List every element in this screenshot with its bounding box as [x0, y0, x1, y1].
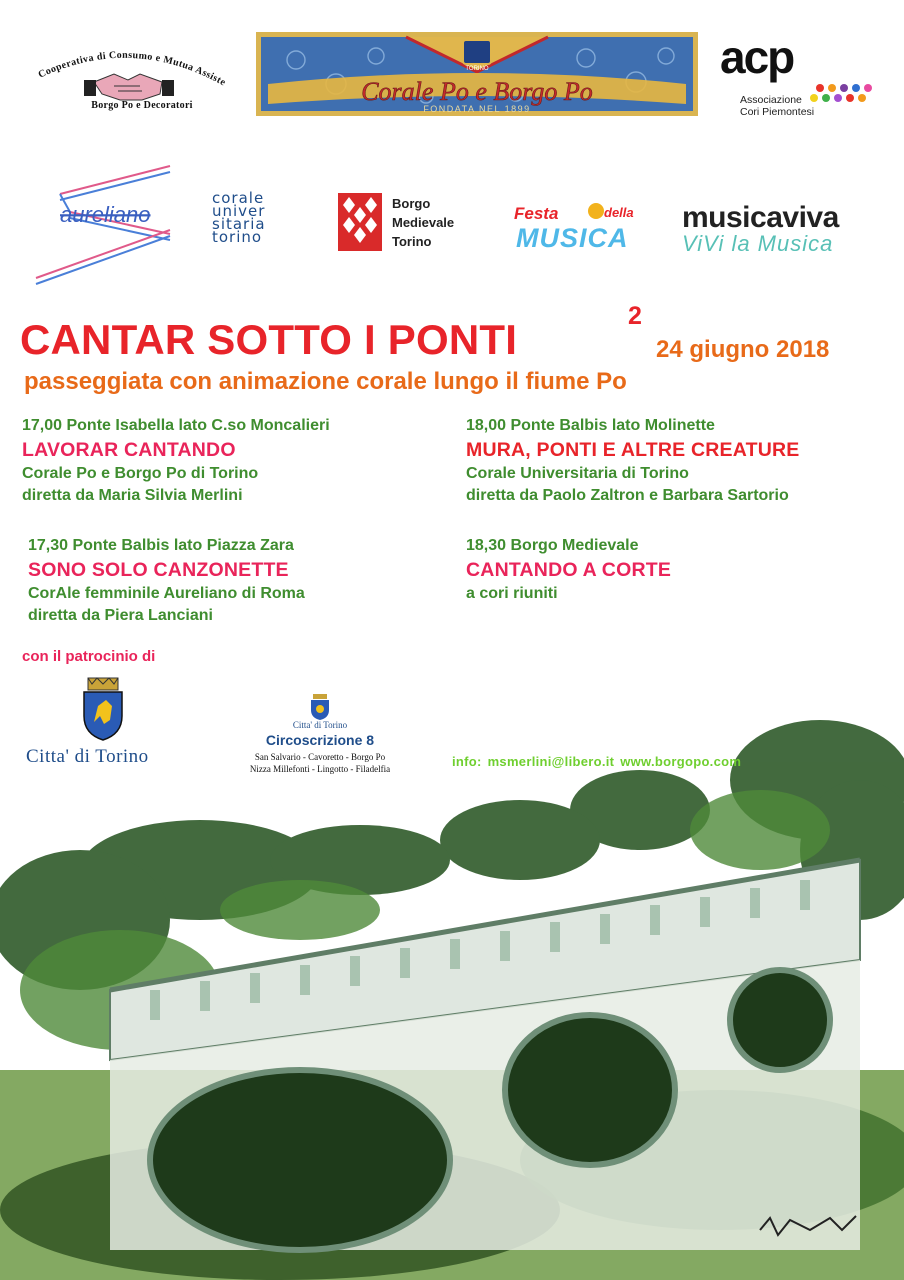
acp-sub-line2: Cori Piemontesi: [740, 106, 815, 118]
coop-bottom-text: Borgo Po e Decoratori: [91, 100, 193, 111]
event-title: SONO SOLO CANZONETTE: [28, 559, 289, 581]
corale-banner-sub: FONDATA NEL 1899: [423, 104, 531, 114]
coop-top-text: Cooperativa di Consumo e Mutua Assiste: [36, 49, 228, 89]
page-title: CANTAR SOTTO I PONTI: [20, 316, 518, 363]
acp-title: acp: [720, 31, 794, 83]
info-contacts[interactable]: info: msmerlini@libero.it www.borgopo.com: [452, 754, 742, 769]
event-choir: Corale Universitaria di Torino: [466, 465, 689, 482]
borgo-medievale-icon: [338, 193, 382, 251]
univ-line: corale: [212, 189, 265, 207]
musicaviva-subtitle: ViVi la Musica: [682, 231, 834, 256]
event-title: CANTANDO A CORTE: [466, 559, 672, 581]
svg-text:MUSICA: MUSICA: [516, 223, 629, 253]
acp-sub-line1: Associazione: [740, 94, 802, 106]
musicaviva-title: musicaviva: [682, 201, 839, 234]
aureliano-text: aureliano: [60, 202, 151, 227]
circoscrizione-city: Citta' di Torino: [292, 720, 348, 730]
event-choir: CorAle femminile Aureliano di Roma: [28, 585, 305, 602]
event-time: 17,30 Ponte Balbis lato Piazza Zara: [28, 537, 294, 554]
acp-dots: [806, 82, 872, 108]
sun-icon: [588, 203, 604, 219]
svg-text:della: della: [604, 205, 634, 220]
event-block: [466, 535, 671, 605]
event-director: diretta da Piera Lanciani: [28, 607, 213, 624]
citta-torino-crest-icon: [80, 676, 126, 742]
aureliano-logo: [30, 160, 180, 290]
event-choir: Corale Po e Borgo Po di Torino: [22, 465, 259, 482]
event-director: diretta da Maria Silvia Merlini: [22, 487, 243, 504]
event-title: LAVORAR CANTANDO: [22, 439, 236, 461]
univ-line: univer: [212, 202, 266, 220]
event-time: 18,00 Ponte Balbis lato Molinette: [466, 417, 715, 434]
lyre-icon: [463, 40, 491, 64]
univ-line: torino: [212, 228, 263, 246]
svg-text:TORINO: TORINO: [465, 66, 489, 72]
borgo-line: Torino: [392, 234, 432, 249]
citta-torino-text: Citta' di Torino: [26, 746, 149, 767]
page-subtitle: passeggiata con animazione corale lungo il fiume Po: [24, 368, 627, 395]
circoscrizione-title: Circoscrizione 8: [265, 732, 375, 748]
event-time: 17,00 Ponte Isabella lato C.so Moncalieri: [22, 417, 330, 434]
corale-po-banner-logo: [256, 32, 698, 116]
corale-banner-title: Corale Po e Borgo Po: [361, 77, 593, 106]
event-director: diretta da Paolo Zaltron e Barbara Sartorio: [466, 487, 789, 504]
borgo-line: Borgo: [392, 196, 431, 211]
event-date: 24 giugno 2018: [656, 336, 830, 363]
bridge-watercolor-painting: [0, 690, 904, 1280]
borgo-medievale-text: [392, 194, 454, 251]
circoscrizione-areas-2: Nizza Millefonti - Lingotto - Filadelfia: [249, 764, 391, 774]
title-superscript: 2: [628, 302, 642, 330]
svg-text:Festa: Festa: [514, 204, 559, 223]
circoscrizione-areas-1: San Salvario - Cavoretto - Borgo Po: [254, 752, 386, 762]
patronage-label: con il patrocinio di: [22, 648, 156, 665]
event-block: [466, 415, 799, 507]
circoscrizione-crest-icon: [310, 694, 330, 720]
univ-line: sitaria: [212, 215, 266, 233]
event-title: MURA, PONTI E ALTRE CREATURE: [466, 439, 800, 461]
event-time: 18,30 Borgo Medievale: [466, 537, 639, 554]
borgo-line: Medievale: [392, 215, 455, 230]
handshake-icon: [84, 74, 174, 100]
corale-universitaria-logo: [212, 189, 298, 246]
event-note: a cori riuniti: [466, 585, 558, 602]
festa-della-musica-logo: [512, 197, 644, 253]
event-block: [22, 415, 330, 507]
event-block: [28, 535, 305, 627]
acp-subtitle: [740, 94, 814, 118]
